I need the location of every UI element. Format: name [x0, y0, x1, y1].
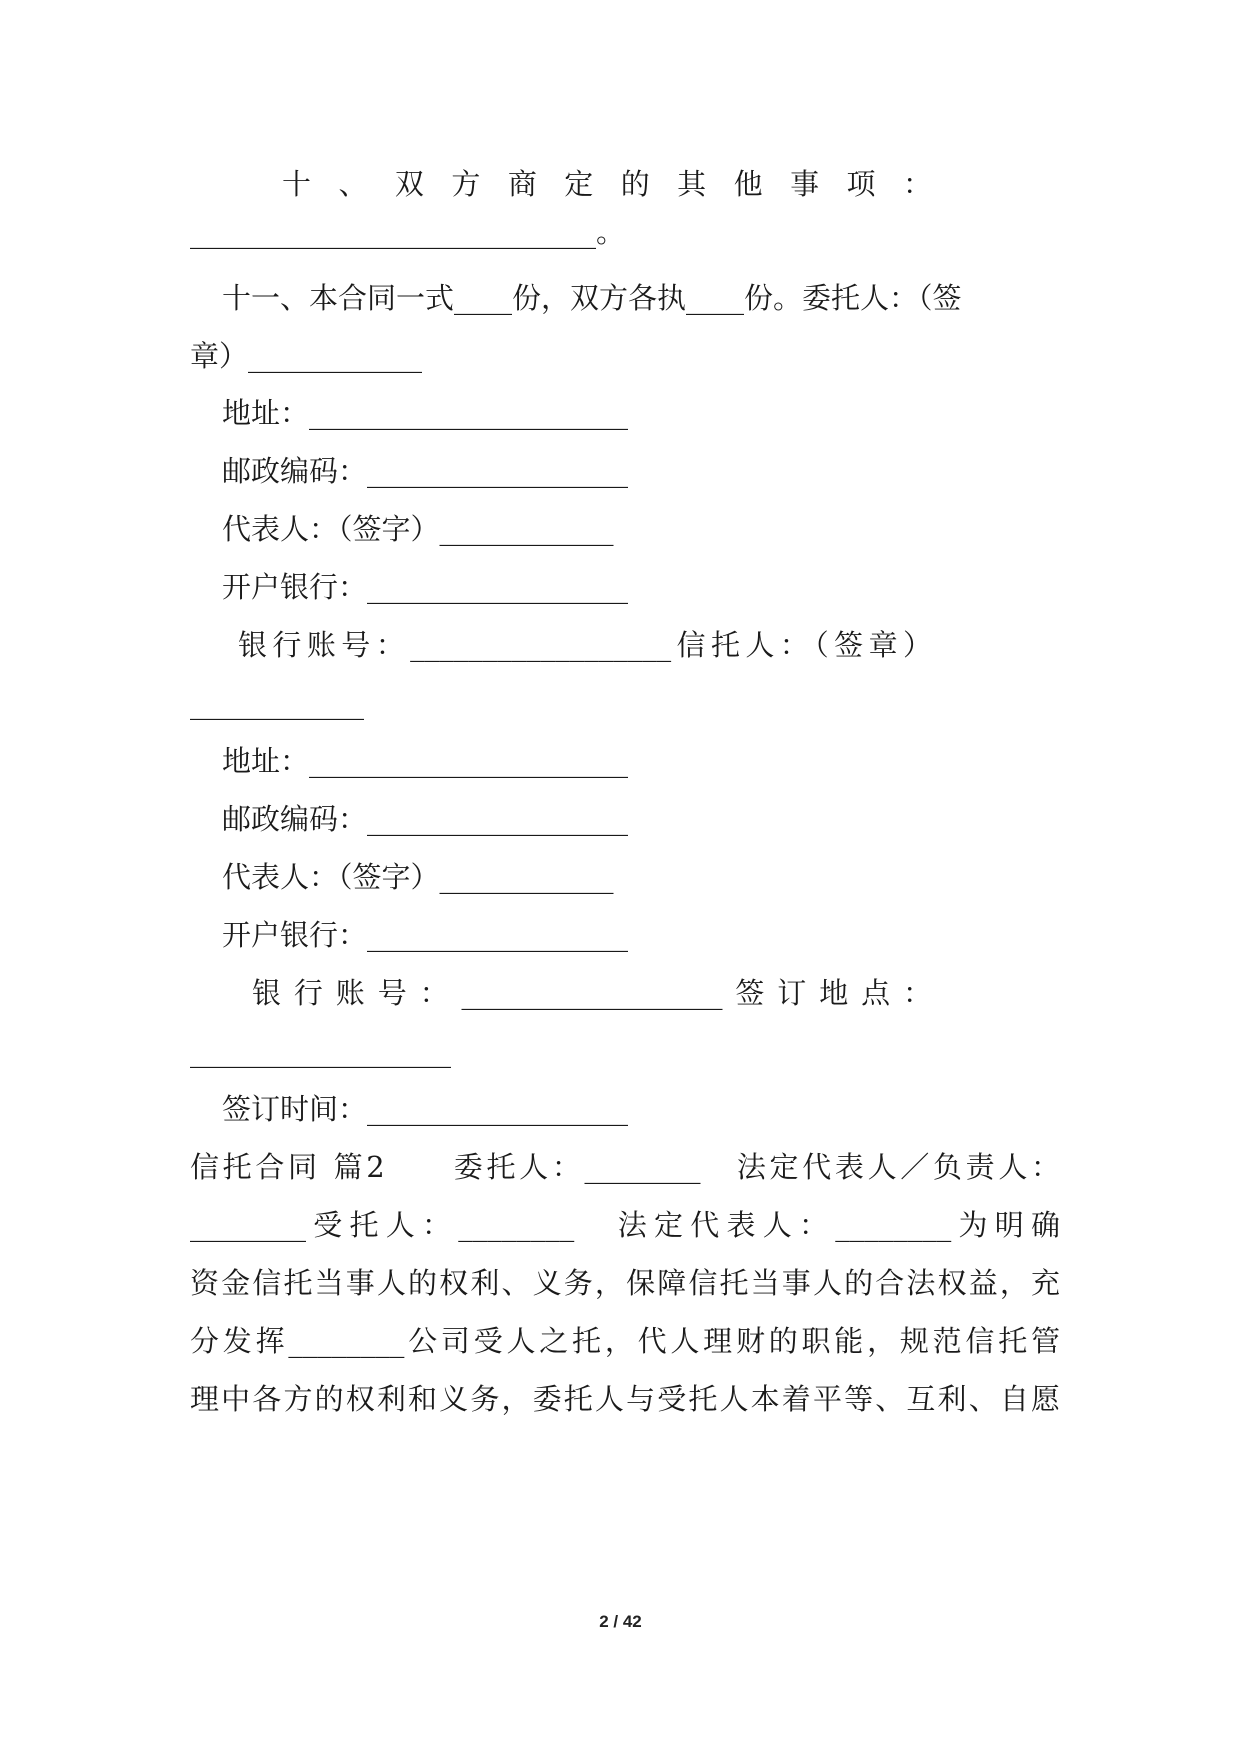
principal-representative: 代表人：（签字）____________ [222, 512, 614, 546]
clause-11-continuation: 章）____________ [190, 339, 423, 373]
trustee-account-signing-place: 银行账号：__________________签订地点： [252, 976, 932, 1010]
principal-postcode: 邮政编码：__________________ [222, 454, 629, 488]
clause-11-text: 十一、本合同一式____份，双方各执____份。委托人：（签 [222, 281, 962, 315]
page-number: 2 / 42 [599, 1612, 642, 1631]
trustee-address: 地址：______________________ [222, 744, 629, 778]
signing-time: 签订时间：__________________ [222, 1092, 629, 1126]
principal-address: 地址：______________________ [222, 396, 629, 430]
trustee-postcode: 邮政编码：__________________ [222, 802, 629, 836]
principal-bank: 开户银行：__________________ [222, 570, 629, 604]
contract-2-line-2: ________受托人：________ 法定代表人：________为明确 [190, 1208, 1060, 1242]
trustee-signature-blank: ____________ [190, 686, 364, 720]
trustee-representative: 代表人：（签字）____________ [222, 860, 614, 894]
signing-place-blank: __________________ [190, 1034, 451, 1068]
contract-2-line-4: 分发挥________公司受人之托，代人理财的职能，规范信托管 [190, 1324, 1060, 1358]
contract-2-line-3: 资金信托当事人的权利、义务，保障信托当事人的合法权益，充 [190, 1266, 1060, 1300]
contract-2-line-5: 理中各方的权利和义务，委托人与受托人本着平等、互利、自愿 [190, 1382, 1060, 1416]
principal-account-trustee: 银行账号：__________________信托人：（签章） [238, 628, 932, 662]
contract-2-heading: 信托合同 篇2 委托人：________ 法定代表人／负责人： [190, 1150, 1060, 1184]
clause-10-blank: ____________________________。 [190, 215, 626, 249]
trustee-bank: 开户银行：__________________ [222, 918, 629, 952]
clause-10-heading: 十、双方商定的其他事项： [282, 167, 932, 201]
